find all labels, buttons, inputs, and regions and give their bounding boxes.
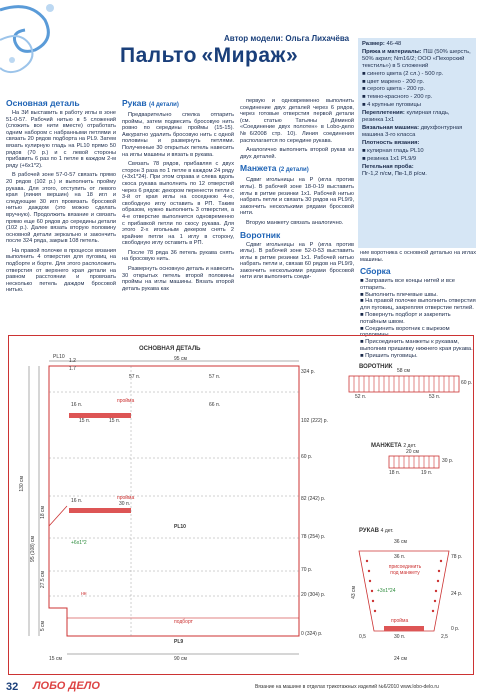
machine-value: двухфонтурная машина 3-го класса <box>362 124 463 138</box>
tension-value: Пг-1,2 п/см, Пв-1,8 р/см. <box>362 171 427 178</box>
dim-label: 0 р. <box>451 626 460 632</box>
dim-label: 1.2 <box>69 358 76 364</box>
assembly-item: ■ Выполнить плечевые швы. <box>360 291 438 298</box>
text-paragraph: Предварительно спелка отпарить проймы, затем подвесить бросовую нить ровно по середины проймы (15-15). Аккуратно удалить бросовую нить с одной половины и развернуть петлями. Полученные 30 открытых петель навесить на иглы машины и вязать в рукава. <box>122 112 234 158</box>
pl10-label: PL10 <box>174 524 186 530</box>
pattern-row <box>362 110 472 124</box>
text-paragraph: первую и одновременно выполнить соединение двух деталей через 6 рядов, через готовые отверстия первой детали (см. статью Татьяны Дёминой «Соединение двух полотен» в Lobo-дело №6/2008 стр. 10). Линия соединения располагается по середине рукава. <box>240 98 354 144</box>
pl9-label: PL9 <box>174 639 184 645</box>
dim-label: 19 п. <box>421 470 433 476</box>
machine-label: Вязальная машина: <box>362 124 420 131</box>
dim-label: 18 см <box>40 506 46 519</box>
armhole-label: пройма <box>391 618 409 624</box>
pattern-diagram <box>8 335 474 675</box>
dim-label: 70 р. <box>301 567 313 573</box>
decorative-swirl-icon <box>0 0 70 80</box>
dim-label: 60 р. <box>461 380 473 386</box>
sleeve-note: 4 дет. <box>380 528 394 534</box>
machine-row <box>362 125 472 139</box>
dim-label: 95 (108) см <box>30 536 36 562</box>
heading-cuff <box>240 163 354 175</box>
tension-label: Петельная проба: <box>362 163 414 170</box>
dim-label: 24 р. <box>451 591 463 597</box>
density-item: ■ резинка 1х1 PL9/9 <box>362 155 417 162</box>
material-item: ■ синего цвета (2 сл.) - 500 гр. <box>362 70 444 77</box>
armhole-label: пройма <box>117 495 135 501</box>
size-value: 46-48 <box>386 41 402 47</box>
dim-label: 16 п. <box>71 498 83 504</box>
yarn-row <box>362 49 472 70</box>
heading-sleeve <box>122 98 234 110</box>
armhole-label: пройма <box>117 398 135 404</box>
density-label: Плотность вязания: <box>362 139 420 146</box>
cuff-note: 2 дет. <box>403 443 417 449</box>
assembly-item: ■ Присоединить манжеты к рукавам, выполнив пришивку нижнего края рукава. <box>360 339 473 352</box>
dim-label: 15 п. <box>79 418 91 424</box>
dim-label: 2,5 <box>441 634 448 640</box>
text-paragraph: ние воротника с основной деталью на иглах машины. <box>360 250 476 263</box>
dim-label: 58 см <box>397 368 410 374</box>
yarn-value: ПШ (50% шерсть, 50% акрил; Nm16/2; ООО «Пехорский текстиль») в 5 сложений <box>362 48 471 69</box>
dim-label: 24 см <box>394 656 407 662</box>
dim-label: 102 (222) р. <box>301 418 328 424</box>
increase-label: +3х1*24 <box>377 588 396 594</box>
text-paragraph: В рабочей зоне 57-0-57 связать прямо 20 рядов (102 р.) и выполнить пройму рукава. Для этого, отступить от левого края (линия вершин) на 18 игл и следующие 30 игл провязать бросовой нитью даждом (это можно сделать вручную). Продолжить вязание и связать прямо еще 60 рядов до середины детали (102 р.). Далее вязать вторую половину основной детали зеркально и закончить после 324 ряда, закрыв 108 петель. <box>6 172 116 245</box>
dim-label: 18 п. <box>389 470 401 476</box>
density-item: ■ кулирная гладь PL10 <box>362 147 424 154</box>
page-footer <box>0 677 480 699</box>
magazine-logo: ЛОБО ДЕЛО <box>33 680 100 692</box>
footer-note: Вязание на машине в отделах трикотажных изделий №6/2010 www.lobo-delo.ru <box>255 684 439 690</box>
dim-label: 324 р. <box>301 369 315 375</box>
dim-label: 20 (304) р. <box>301 592 326 598</box>
dim-label: 36 см <box>394 539 407 545</box>
column-sleeve <box>122 96 234 295</box>
dim-label: 57 п. <box>209 374 221 380</box>
dim-label: 0,5 <box>359 634 366 640</box>
dim-label: 95 см <box>174 356 187 362</box>
dim-label: 130 см <box>19 476 25 492</box>
dim-label: 16 п. <box>71 402 83 408</box>
text-paragraph: Связать 78 рядов, прибавляя с двух сторон 3 раза по 1 петле в каждом 24 ряду (+3х1*24). При этом справа и слева вдоль скоса рукава выполнить по 12 отверстий через 6 рядов: декором перенести петли с 3-й от края иглы на соседнюю 4-ю, свободную иглу оставить в РП. Таким образом, нужно выполнить 3 отверстия, а 4-е отверстие выполнится одновременно с прибавкой петли по скосу рукава. Для этого 2-х игольным декером снять 2 крайние петли на 1 иглу в сторону, свободную иглу оставить в РП. <box>122 161 234 247</box>
author-line: Автор модели: Ольга Лихачёва <box>224 34 350 43</box>
facing-label: подборт <box>174 619 193 625</box>
dim-label: 15 п. <box>109 418 121 424</box>
text-paragraph: После 78 ряда 36 петель рукава снять на бросовую нить. <box>122 249 234 263</box>
dim-label: 20 см <box>406 449 419 455</box>
heading-cuff-note: (2 детали) <box>278 167 309 174</box>
dim-label: 43 см <box>351 586 357 599</box>
assembly-item: ■ Заправить все концы нитей и все отпарить. <box>360 278 455 291</box>
dim-label: 60 р. <box>301 454 313 460</box>
heading-sleeve-note: (4 детали) <box>148 102 179 108</box>
title-block <box>120 44 298 68</box>
text-paragraph: Вторую манжету связать аналогично. <box>246 219 344 226</box>
page-number: 32 <box>6 681 19 693</box>
sleeve-title <box>359 528 393 534</box>
pl10-label: PL10 <box>53 354 65 360</box>
dim-label: 78 (254) р. <box>301 534 326 540</box>
heading-main-part: Основная деталь <box>6 98 80 108</box>
column-cuff-collar <box>240 98 354 284</box>
materials-sidebar <box>358 38 476 248</box>
dim-label: 1.7 <box>69 366 76 372</box>
text-paragraph: Развернуть основную деталь и навесить 30 открытых петель второй половины проймы на иглы машины. Вязать второй деталь рукава как <box>122 266 234 292</box>
dim-label: 66 п. <box>209 402 221 408</box>
assembly-item: ■ Соединить воротник с вырезом горловины. <box>360 325 450 339</box>
text-paragraph: Аналогично выполнить второй рукав из двух деталей. <box>240 147 354 160</box>
buttonhole-label: нн <box>81 591 87 597</box>
dim-label: 27.5 см <box>40 571 46 589</box>
heading-assembly: Сборка <box>360 266 391 276</box>
material-item: ■ темно-красного - 200 гр. <box>362 94 433 101</box>
heading-collar: Воротник <box>240 229 281 240</box>
size-row <box>362 41 472 48</box>
dim-label: 5 см <box>40 621 46 632</box>
increase-label: +6х1*2 <box>71 540 87 546</box>
dim-label: 36 п. <box>394 554 406 560</box>
pattern-drawing <box>9 336 475 676</box>
heading-cuff-label: Манжета <box>240 163 277 174</box>
material-item: ■ 4 крупные пуговицы <box>362 102 421 109</box>
text-paragraph: Сдвиг игольницы на Р (игла против иглы). В рабочей зоне 18-0-19 выставить иглы в ритме резинки 1х1. Рабочей нитью набрать петли и связать 30 рядов на PL9/9, закончить несколькими рядами бросовой нити. <box>240 177 354 217</box>
assembly-item: ■ Пришить пуговицы. <box>360 352 418 359</box>
page-subtitle: «Мираж» <box>201 44 299 67</box>
size-label: Размер: <box>362 41 385 47</box>
dim-label: 30 р. <box>442 458 454 464</box>
pattern-value: кулирная гладь, резинка 1х1 <box>362 110 450 124</box>
dim-label: 15 см <box>49 656 62 662</box>
material-item: ■ цвет марено - 200 гр. <box>362 78 425 85</box>
yarn-label: Пряжа и материалы: <box>362 48 422 55</box>
dim-label: 30 п. <box>394 634 406 640</box>
main-part-title: ОСНОВНАЯ ДЕТАЛЬ <box>139 346 201 352</box>
dim-label: 52 п. <box>355 394 367 400</box>
sleeve-note-label: присоединить под манжету <box>388 564 422 576</box>
sleeve-title-label: РУКАВ <box>359 528 379 534</box>
text-paragraph: На ЗИ выставить в работу иглы в зоне 51-0-57. Рабочий нитью в 5 сложений (сложить все нити вместе) отработать одним набором с набранными петлями и связать 20 рядов подборта на PL9. Затем вязать кулирную гладь на PL10 прямо 50 рядов (70 р.) и с левой стороны прибавить 6 раз по 1 петле в каждом 2-м ряду (+6х1*2). <box>6 110 116 169</box>
text-paragraph: Сдвиг игольницы на Р (игла против иглы). В рабочей зоне 52-0-53 выставить иглы в ритме резинки 1х1. Рабочей нитью набрать петли и, связав 60 рядов на PL9/9, закончить несколькими рядами бросовой нити или выполнить соеди- <box>240 241 354 281</box>
dim-label: 57 п. <box>129 374 141 380</box>
assembly-item: ■ На правой полочке выполнить отверстия для пуговиц, закрепляя отверстие петлей. <box>360 298 476 312</box>
dim-label: 53 п. <box>429 394 441 400</box>
column-main-part <box>6 96 116 297</box>
dim-label: 82 (242) р. <box>301 496 326 502</box>
page-title: Пальто <box>120 44 198 67</box>
text-paragraph: На правой полочке в процессе вязания выполнить 4 отверстия для пуговиц на подборте и борте. Для этого расположить отверстия от верхнего края детали на равном расстоянии и провязать несколько петель даждом бросовой нитью. <box>6 247 116 294</box>
material-item: ■ серого цвета - 200 гр. <box>362 86 426 93</box>
cuff-title-label: МАНЖЕТА <box>371 443 402 449</box>
dim-label: 78 р. <box>451 554 463 560</box>
assembly-item: ■ Повернуть подборт и закрепить потайным швом. <box>360 311 451 325</box>
heading-sleeve-label: Рукав <box>122 98 147 108</box>
dim-label: 90 см <box>174 656 187 662</box>
dim-label: 30 п. <box>119 501 131 507</box>
pattern-label: Переплетения: <box>362 110 405 117</box>
dim-label: 0 (324) р. <box>301 631 323 637</box>
collar-title: ВОРОТНИК <box>359 364 393 370</box>
